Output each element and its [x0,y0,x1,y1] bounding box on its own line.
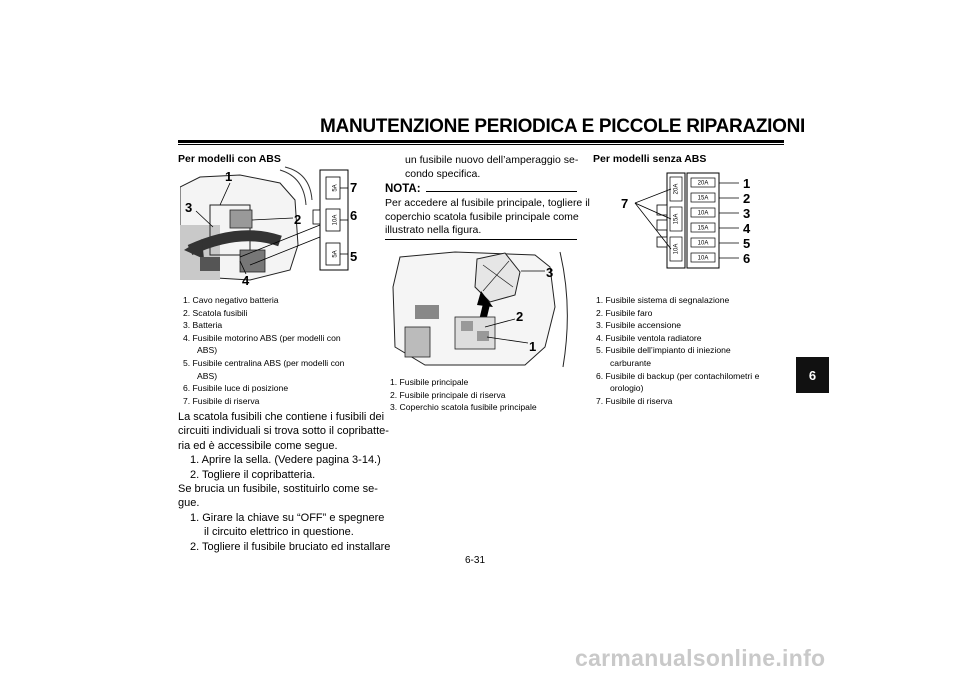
abs-battery-figure [180,165,376,288]
figure-callout: 7 [621,196,629,211]
figure-callout: 3 [743,206,751,221]
note-end-rule [385,239,577,240]
main-fuse-captions: 1. Fusibile principale 2. Fusibile principale di riserva 3. Coperchio scatola fusibile principale [390,377,537,413]
non-abs-fuse-figure [615,165,765,275]
figure-callout: 7 [350,180,358,195]
figure-callout: 6 [350,208,358,223]
figure-callout: 1 [529,339,537,354]
page-title: MANUTENZIONE PERIODICA E PICCOLE RIPARAZIONI [320,116,806,137]
abs-heading: Per modelli con ABS [178,153,281,165]
note-title: NOTA: [385,183,421,195]
figure-callout: 5 [350,249,358,264]
fuse-label: 10A [697,210,709,217]
figure-callout: 6 [743,251,751,266]
fuse-label: 20A [673,183,680,195]
figure-callout: 4 [743,221,751,236]
left-body-text: La scatola fusibili che contiene i fusibili dei circuiti individuali si trova sotto il copribatte- ria ed è accessibile come segue. 1. Aprire la sella. (Vedere pagina 3-14.) 2. Togliere il copribatteria. Se brucia un fusibile, sostituirlo come se- gue. 1. Girare la chiave su “OFF” e spegnere il circuito elettrico in questione. 2. Togliere il fusibile bruciato ed installare [178,411,391,553]
main-fuse-drawing [393,252,567,367]
figure-callout: 2 [743,191,751,206]
middle-continuation: un fusibile nuovo dell’amperaggio se- condo specifica. [405,154,579,181]
figure-callout: 4 [242,273,250,288]
watermark: carmanualsonline.info [575,645,826,671]
note-body: Per accedere al fusibile principale, togliere il coperchio scatola fusibile principale come illustrato nella figura. [385,197,590,237]
figure-callout: 5 [743,236,751,251]
page-number: 6-31 [465,555,486,566]
fuse-label: 10A [697,240,709,247]
fuse-label: 20A [697,180,709,187]
figure-callout: 2 [294,212,302,227]
fuse-label: 10A [673,243,680,255]
chapter-tab: 6 [796,357,829,393]
figure-callout: 2 [516,309,524,324]
note-title-line [426,191,577,192]
fuse-label: 10A [697,255,709,262]
non-abs-heading: Per modelli senza ABS [593,153,707,165]
fuse-label: 5A [332,250,339,258]
fuse-label: 15A [697,195,709,202]
main-fuse-figure [385,247,577,369]
figure-callout: 1 [743,176,751,191]
figure-callout: 3 [546,265,554,280]
abs-figure-captions: 1. Cavo negativo batteria 2. Scatola fusibili 3. Batteria 4. Fusibile motorino ABS (per modelli con ABS) 5. Fusibile centralina ABS (per modelli con ABS) 6. Fusibile luce di posizione 7. Fusibile di riserva [183,295,345,406]
fuse-label: 5A [332,184,339,192]
figure-callout: 1 [225,169,233,184]
fuse-label: 15A [673,213,680,225]
non-abs-captions: 1. Fusibile sistema di segnalazione 2. Fusibile faro 3. Fusibile accensione 4. Fusibile ventola radiatore 5. Fusibile dell’impianto di iniezione carburante 6. Fusibile di backup (per contachilometri e orologio) 7. Fusibile di riserva [596,295,760,406]
fuse-label: 15A [697,225,709,232]
title-rule [178,140,784,143]
title-rule-thin [178,144,784,145]
fuse-label: 10A [332,214,339,226]
figure-callout: 3 [185,200,193,215]
